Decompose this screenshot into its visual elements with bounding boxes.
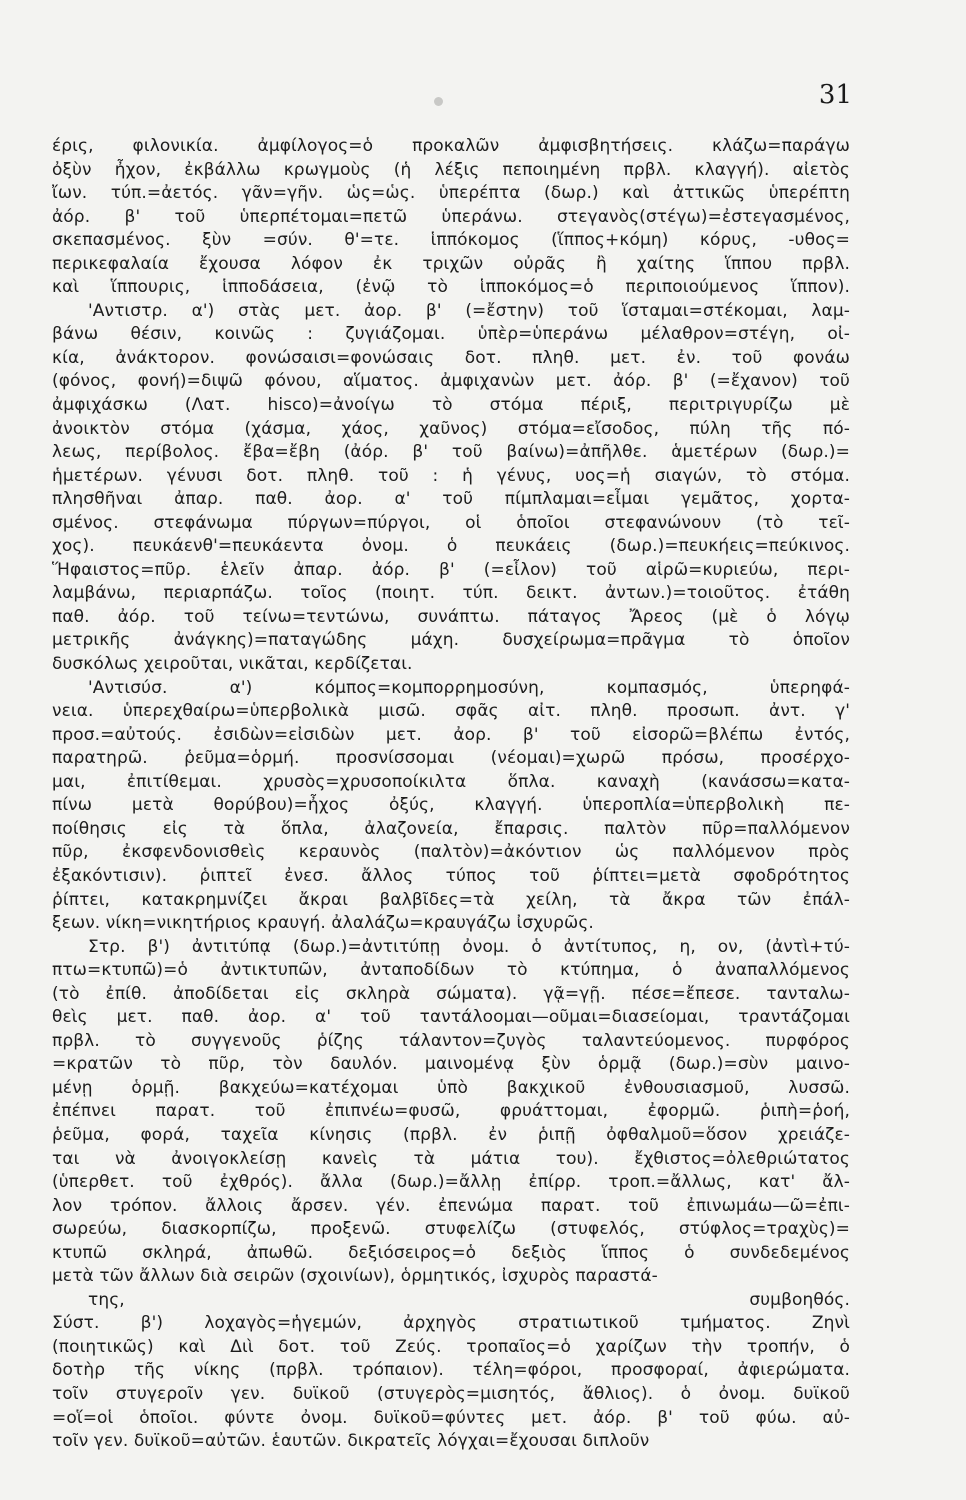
text-line: σωρεύω, διασκορπίζω, προξενῶ. στυφελίζω (στυφελός, στύφλος=τραχὺς)= <box>52 1219 850 1240</box>
text-line: μετὰ τῶν ἄλλων διὰ σειρῶν (σχοινίων), ὁρμητικός, ἰσχυρὸς παραστά- <box>52 1266 658 1287</box>
page-number: 31 <box>818 80 852 110</box>
text-line: τοῖν γεν. δυϊκοῦ=αὐτῶν. ἑαυτῶν. δικρατεῖς λόγχαι=ἔχουσαι διπλοῦν <box>52 1431 650 1452</box>
text-line: πτω=κτυπῶ)=ὁ ἀντικτυπῶν, ἀνταποδίδων τὸ κτύπημα, ὁ ἀναπαλλόμενος <box>52 960 850 981</box>
text-line: Ἥφαιστος=πῦρ. ἑλεῖν ἀπαρ. ἀόρ. β' (=εἷλον) τοῦ αἱρῶ=κυριεύω, περι- <box>52 559 850 580</box>
text-line: ῥεῦμα, φορά, ταχεῖα κίνησις (πρβλ. ἐν ῥιπῇ ὀφθαλμοῦ=ὅσον χρειάζε- <box>52 1124 850 1145</box>
text-line: (ποιητικῶς) καὶ Διὶ δοτ. τοῦ Ζεύς. τροπαῖος=ὁ χαρίζων τὴν τροπήν, ὁ <box>52 1336 850 1357</box>
text-line: θεὶς μετ. παθ. ἀορ. α' τοῦ ταντάλοομαι—οῦμαι=διασείομαι, τραντάζομαι <box>52 1007 850 1028</box>
text-line: δυσκόλως χειροῦται, νικᾶται, κερδίζεται. <box>52 654 413 675</box>
text-line: μετρικῆς ἀνάγκης)=παταγώδης μάχη. δυσχείρωμα=πρᾶγμα τὸ ὁποῖον <box>52 630 850 651</box>
text-line: ξεων. νίκη=νικητήριος κραυγή. ἀλαλάζω=κραυγάζω ἰσχυρῶς. <box>52 913 594 934</box>
text-line: ἐπέπνει παρατ. τοῦ ἐπιπνέω=φυσῶ, φρυάττομαι, ἐφορμῶ. ῥιπὴ=ῥοή, <box>52 1101 850 1122</box>
text-line: πλησθῆναι ἀπαρ. παθ. ἀορ. α' τοῦ πίμπλαμαι=εἶμαι γεμᾶτος, χορτα- <box>52 489 850 510</box>
commentary-text <box>52 135 850 1454</box>
text-line: Στρ. β') ἀντιτύπᾳ (δωρ.)=ἀντιτύπῃ ὀνομ. ὁ ἀντίτυπος, η, ον, (ἀντὶ+τύ- <box>88 936 850 957</box>
text-line: ἐξακόντισιν). ῥιπτεῖ ἐνεσ. ἄλλος τύπος τοῦ ῥίπτει=μετὰ σφοδρότητος <box>52 865 850 886</box>
text-line: μαι, ἐπιτίθεμαι. χρυσὸς=χρυσοποίκιλτα ὅπλα. καναχὴ (κανάσσω=κατα- <box>52 771 850 792</box>
text-line: κία, ἀνάκτορον. φονώσαισι=φονώσαις δοτ. πληθ. μετ. ἐν. τοῦ φονάω <box>52 347 850 368</box>
text-line: παθ. ἀόρ. τοῦ τείνω=τεντώνω, συνάπτω. πάταγος Ἄρεος (μὲ ὁ λόγῳ <box>52 606 850 627</box>
text-line: (φόνος, φονή)=διψῶ φόνου, αἵματος. ἀμφιχανὼν μετ. ἀόρ. β' (=ἔχανον) τοῦ <box>52 371 850 392</box>
text-line: της, συμβοηθός. <box>88 1289 850 1310</box>
text-line: πρβλ. τὸ συγγενοῦς ῥίζης τάλαντον=ζυγὸς ταλαντεύομενος. πυρφόρος <box>52 1030 850 1051</box>
text-line: νεια. ὑπερεχθαίρω=ὑπερβολικὰ μισῶ. σφᾶς αἰτ. πληθ. προσωπ. ἀντ. γ' <box>52 701 850 722</box>
text-line: σμένος. στεφάνωμα πύργων=πύργοι, οἱ ὁποῖοι στεφανώνουν (τὸ τεῖ- <box>52 512 850 533</box>
text-line: 'Αντιστρ. α') στὰς μετ. ἀορ. β' (=ἔστην) τοῦ ἵσταμαι=στέκομαι, λαμ- <box>88 300 850 321</box>
text-line: =κρατῶν τὸ πῦρ, τὸν δαυλόν. μαινομένᾳ ξὺν ὁρμᾷ (δωρ.)=σὺν μαινο- <box>52 1054 850 1075</box>
text-line: μένῃ ὁρμῇ. βακχεύω=κατέχομαι ὑπὸ βακχικοῦ ἐνθουσιασμοῦ, λυσσῶ. <box>52 1077 850 1098</box>
text-line: λον τρόπον. ἄλλοις ἄρσεν. γέν. ἐπενώμα παρατ. τοῦ ἐπινωμάω—ῶ=ἐπι- <box>52 1195 850 1216</box>
text-line: ἀόρ. β' τοῦ ὑπερπέτομαι=πετῶ ὑπεράνω. στεγανὸς(στέγω)=ἐστεγασμένος, <box>52 206 850 227</box>
text-line: προσ.=αὐτούς. ἐσιδὼν=εἰσιδὼν μετ. ἀορ. β' τοῦ εἰσορῶ=βλέπω ἐντός, <box>52 724 850 745</box>
text-line: Σύστ. β') λοχαγὸς=ἡγεμών, ἀρχηγὸς στρατιωτικοῦ τμήματος. Ζηνὶ <box>52 1313 850 1334</box>
text-line: ἡμετέρων. γένυσι δοτ. πληθ. τοῦ : ἡ γένυς, υος=ἡ σιαγών, τὸ στόμα. <box>52 465 850 486</box>
text-line: (τὸ ἐπίθ. ἀποδίδεται εἰς σκληρὰ σώματα). γᾷ=γῇ. πέσε=ἔπεσε. τανταλω- <box>52 983 850 1004</box>
text-line: (ὑπερθετ. τοῦ ἐχθρός). ἄλλα (δωρ.)=ἄλλῃ ἐπίρρ. τροπ.=ἄλλως, κατ' ἄλ- <box>52 1172 850 1193</box>
text-line: πίνω μετὰ θορύβου)=ἦχος ὀξύς, κλαγγή. ὑπεροπλία=ὑπερβολικὴ πε- <box>52 795 850 816</box>
text-line: ῥίπτει, κατακρημνίζει ἄκραι βαλβῖδες=τὰ χείλη, τὰ ἄκρα τῶν ἐπάλ- <box>52 889 850 910</box>
text-line: ἴων. τύπ.=ἀετός. γᾶν=γῆν. ὡς=ὡς. ὑπερέπτα (δωρ.) καὶ ἀττικῶς ὑπερέπτη <box>52 183 850 204</box>
text-line: έρις, φιλονικία. ἀμφίλογος=ὁ προκαλῶν ἀμφισβητήσεις. κλάζω=παράγω <box>52 136 850 156</box>
text-line: κτυπῶ σκληρά, ἀπωθῶ. δεξιόσειρος=ὁ δεξιὸς ἵππος ὁ συνδεδεμένος <box>52 1242 850 1263</box>
text-line: καὶ ἵππουρις, ἱπποδάσεια, (ἐνῷ τὸ ἱπποκόμος=ὁ περιποιούμενος ἵππον). <box>52 277 850 298</box>
text-line: χος). πευκάενθ'=πευκάεντα ὀνομ. ὁ πευκάεις (δωρ.)=πευκήεις=πεύκινος. <box>52 536 850 557</box>
text-line: 'Αντισύσ. α') κόμπος=κομπορρημοσύνη, κομπασμός, ὑπερηφά- <box>88 677 850 698</box>
text-line: βάνω θέσιν, κοινῶς : ζυγιάζομαι. ὑπὲρ=ὑπεράνω μέλαθρον=στέγη, οἰ- <box>52 324 850 345</box>
text-line: ὀξὺν ἦχον, ἐκβάλλω κρωγμοὺς (ἡ λέξις πεποιημένη πρβλ. κλαγγή). αἰετὸς <box>52 159 850 180</box>
text-line: παρατηρῶ. ῥεῦμα=ὁρμή. προσνίσσομαι (νέομαι)=χωρῶ πρόσω, προσέρχο- <box>52 748 850 769</box>
text-line: τοῖν στυγεροῖν γεν. δυϊκοῦ (στυγερὸς=μισητός, ἄθλιος). ὁ ὀνομ. δυϊκοῦ <box>52 1383 850 1404</box>
text-line: =οἵ=οἱ ὁποῖοι. φύντε ὀνομ. δυϊκοῦ=φύντες μετ. ἀόρ. β' τοῦ φύω. αὐ- <box>52 1407 850 1428</box>
text-line: ποίθησις εἰς τὰ ὅπλα, ἀλαζονεία, ἔπαρσις. παλτὸν πῦρ=παλλόμενον <box>52 818 850 839</box>
text-line: ἀμφιχάσκω (Λατ. hisco)=ἀνοίγω τὸ στόμα πέριξ, περιτριγυρίζω μὲ <box>52 395 850 416</box>
ink-dot <box>434 97 443 106</box>
text-line: πῦρ, ἐκσφενδονισθεὶς κεραυνὸς (παλτὸν)=ἀκόντιον ὡς παλλόμενον πρὸς <box>52 842 850 863</box>
text-line: δοτὴρ τῆς νίκης (πρβλ. τρόπαιον). τέλη=φόροι, προσφοραί, ἀφιερώματα. <box>52 1360 850 1381</box>
text-line: λαμβάνω, περιαρπάζω. τοῖος (ποιητ. τύπ. δεικτ. ἀντων.)=τοιοῦτος. ἐτάθη <box>52 583 850 604</box>
text-line: σκεπασμένος. ξὺν =σύν. θ'=τε. ἱππόκομος (ἵππος+κόμη) κόρυς, -υθος= <box>52 230 850 251</box>
text-line: περικεφαλαία ἔχουσα λόφον ἐκ τριχῶν οὐρᾶς ἢ χαίτης ἵππου πρβλ. <box>52 253 850 274</box>
text-line: ται νὰ ἀνοιγοκλείσῃ κανεὶς τὰ μάτια του). ἔχθιστος=ὀλεθριώτατος <box>52 1148 850 1169</box>
text-line: ἀνοικτὸν στόμα (χάσμα, χάος, χαῦνος) στόμα=εἴσοδος, πύλη τῆς πό- <box>52 418 850 439</box>
text-line: λεως, περίβολος. ἔβα=ἔβη (ἀόρ. β' τοῦ βαίνω)=ἀπῆλθε. ἁμετέρων (δωρ.)= <box>52 442 850 463</box>
